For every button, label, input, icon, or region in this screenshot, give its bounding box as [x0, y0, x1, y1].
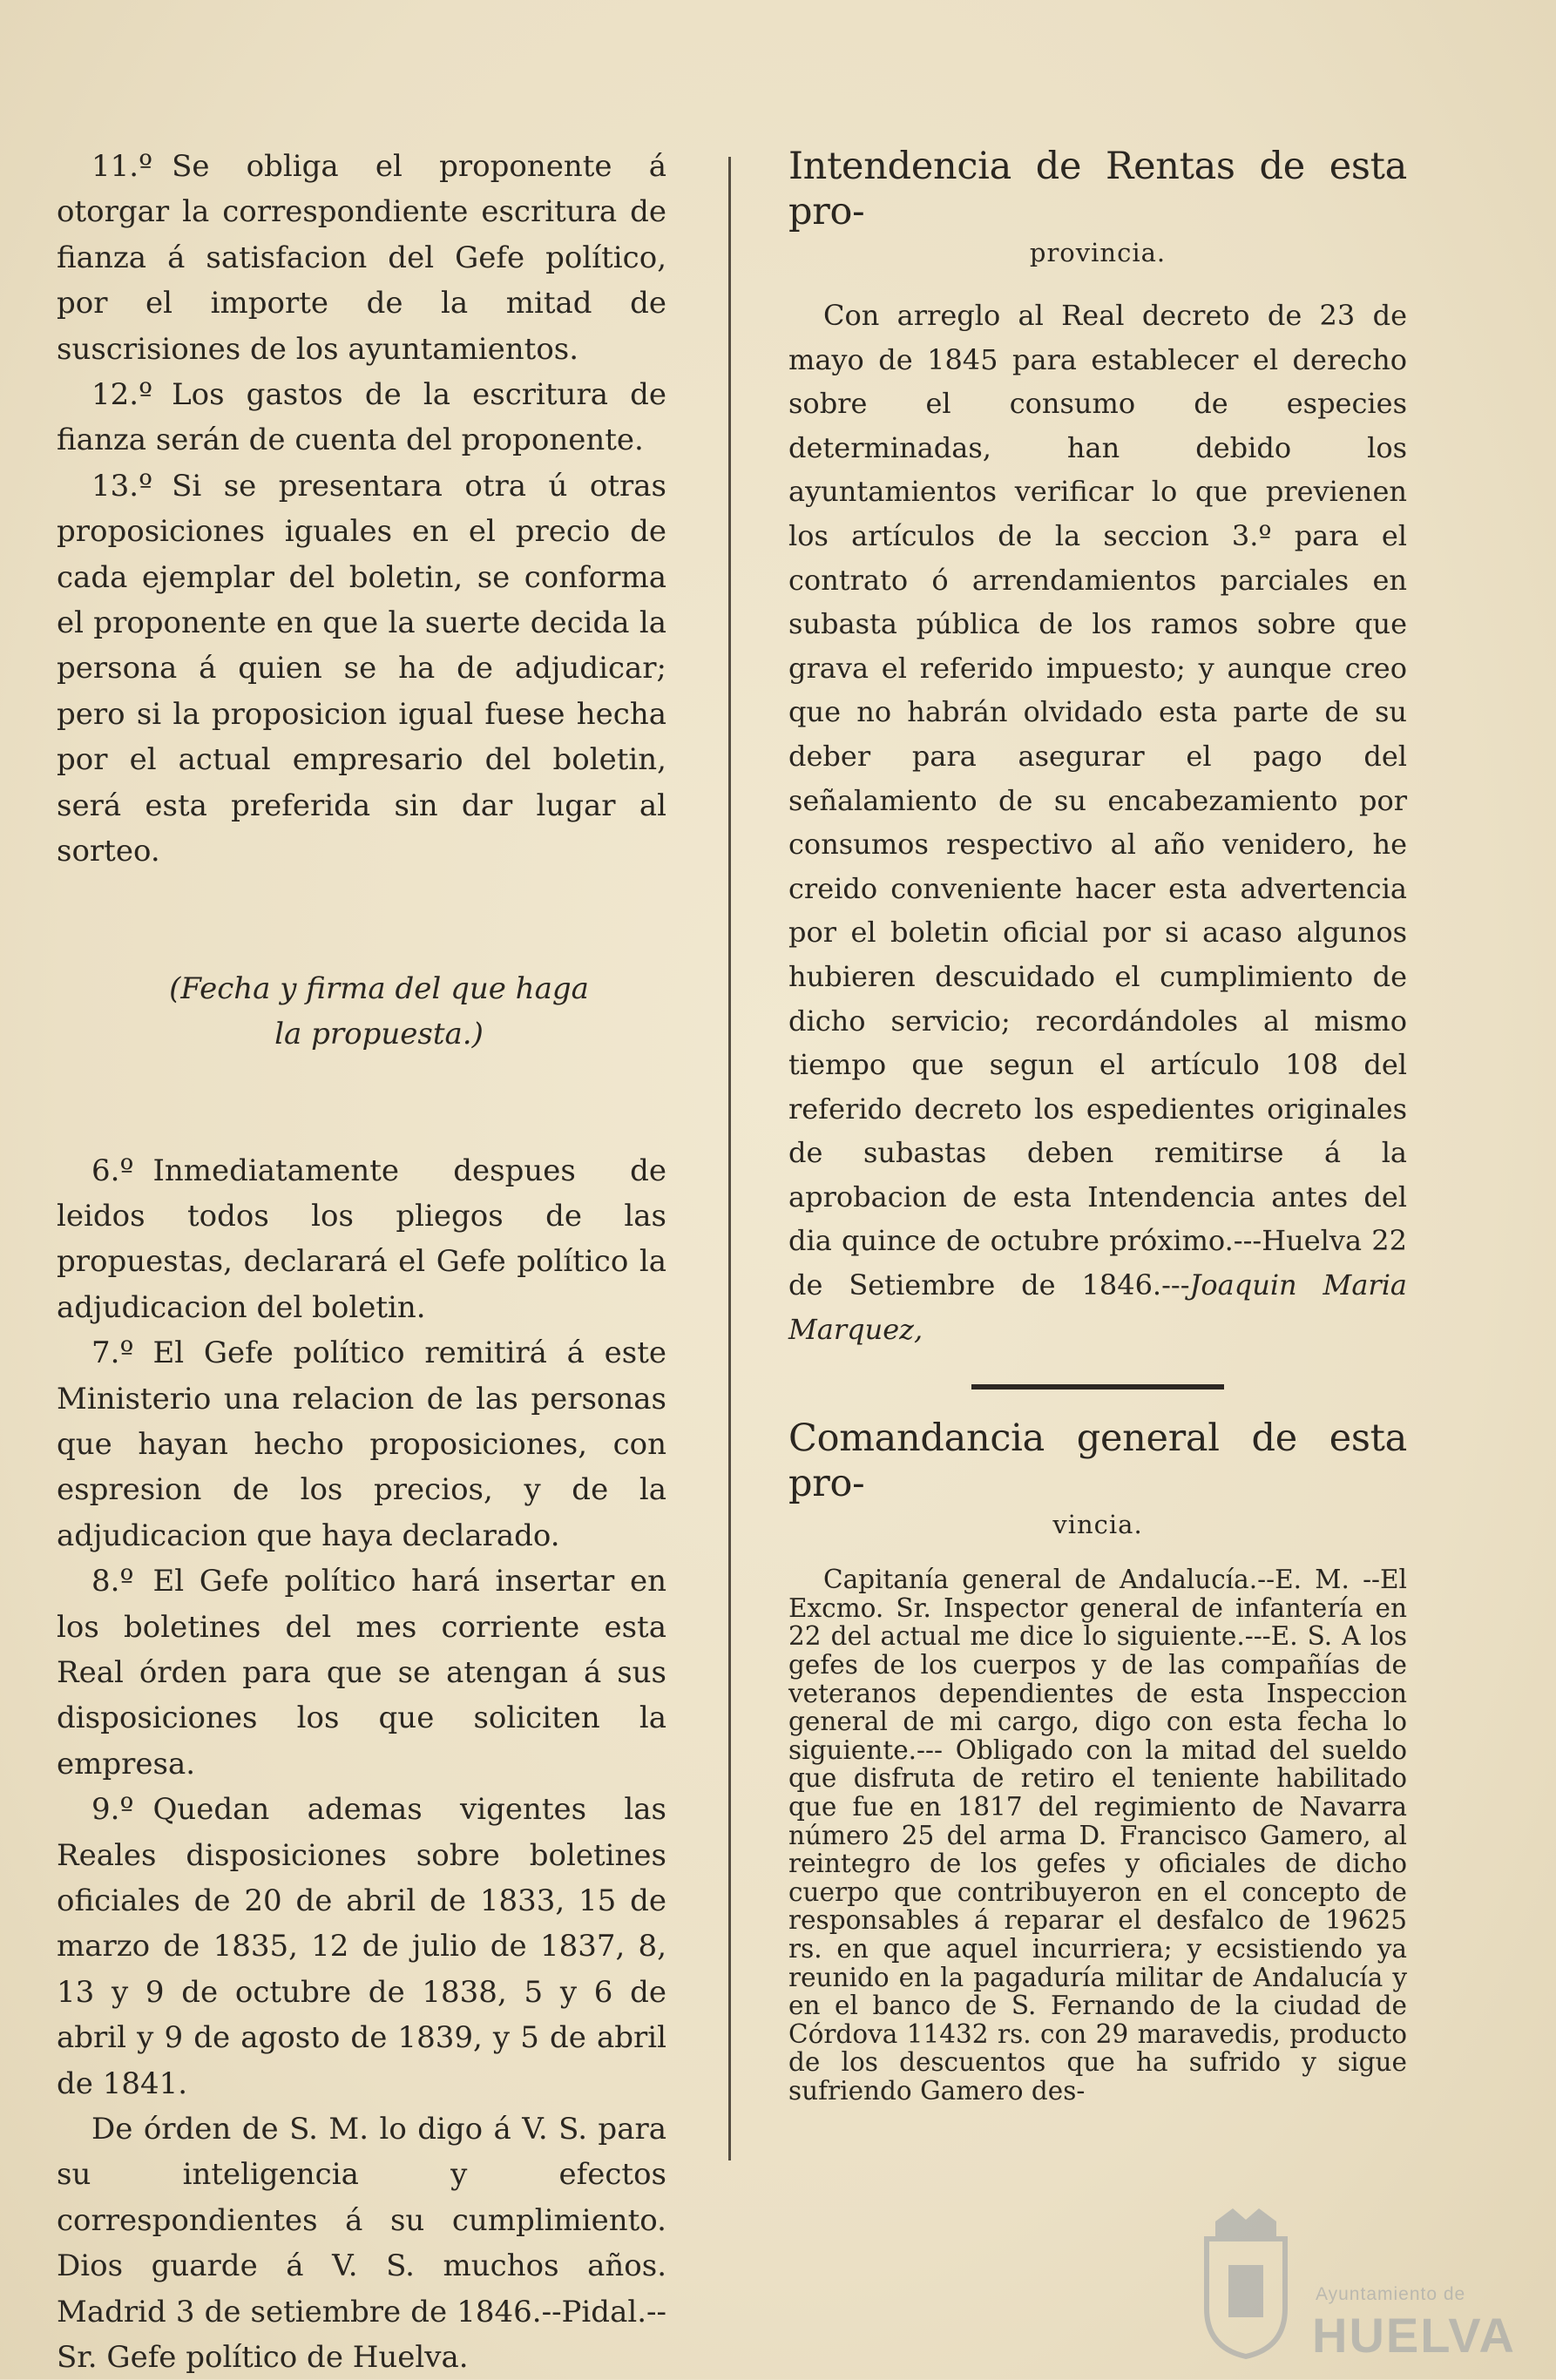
coat-of-arms-icon	[1194, 2204, 1298, 2361]
article-number: 11.º	[91, 149, 153, 184]
article-7	[57, 1330, 666, 1558]
article-text: Si se presentara otra ú otras proposiciones iguales en el precio de cada ejemplar del boletin, se conforma el proponente en que la suerte decida la persona á quien se ha de adjudicar; pero si la proposicion igual fuese hecha por el actual empresario del boletin, será esta preferida sin dar lugar al sorteo.	[57, 468, 666, 869]
signature-line-1: (Fecha y firma del que haga	[169, 970, 589, 1006]
article-text: Los gastos de la escritura de fianza serán de cuenta del proponente.	[57, 377, 666, 458]
section-heading-comandancia: Comandancia general de esta pro-	[788, 1417, 1407, 1506]
closing-paragraph: De órden de S. M. lo digo á V. S. para su inteligencia y efectos correspondientes á su cumplimiento. Dios guarde á V. S. muchos años. Madrid 3 de setiembre de 1846.--Pidal.-- Sr. Gefe político de Huelva.	[57, 2112, 666, 2376]
watermark-small-text: Ayuntamiento de	[1316, 2284, 1466, 2304]
section-separator	[971, 1384, 1224, 1389]
article-number: 7.º	[91, 1335, 134, 1371]
article-number: 6.º	[91, 1153, 134, 1188]
signature-line-2: la propuesta.)	[274, 1016, 484, 1051]
article-text: Se obliga el proponente á otorgar la correspondiente escritura de fianza á satisfacion del Gefe político, por el importe de la mitad de suscrisiones de los ayuntamientos.	[57, 149, 666, 367]
archive-watermark	[1194, 2204, 1516, 2370]
column-divider	[728, 157, 731, 2160]
section-heading-continuation: provincia.	[1029, 238, 1167, 267]
article-text: Inmediatamente despues de leidos todos los pliegos de las propuestas, declarará el Gefe político la adjudicacion del boletin.	[57, 1153, 666, 1325]
notice-paragraph: Capitanía general de Andalucía.--E. M. --El Excmo. Sr. Inspector general de infantería en 22 del actual me dice lo siguiente.---E. S. A los gefes de los cuerpos y de las compañías de veteranos dependientes de esta Inspeccion general de mi cargo, digo con esta fecha lo siguiente.--- Obligado con la mitad del sueldo que disfruta de retiro el teniente habilitado que fue en 1817 del regimiento de Navarra número 25 del arma D. Francisco Gamero, al reintegro de los gefes y oficiales de dicho cuerpo que contribuyeron en el concepto de responsables á reparar el desfalco de 19625 rs. en que aquel incurriera; y ecsistiendo ya reunido en la pagaduría militar de Andalucía y en el banco de S. Fernando de la ciudad de Córdova 11432 rs. con 29 maravedis, producto de los descuentos que ha sufrido y sigue sufriendo Gamero des-	[788, 1565, 1407, 2106]
watermark-big-text: HUELVA	[1312, 2308, 1516, 2363]
article-12	[57, 372, 666, 463]
notice-paragraph	[788, 294, 1407, 1351]
article-9	[57, 1787, 666, 2106]
article-text: El Gefe político remitirá á este Ministerio una relacion de las personas que hayan hecho proposiciones, con espresion de los precios, y de la adjudicacion que haya declarado.	[57, 1335, 666, 1553]
article-number: 12.º	[91, 377, 153, 413]
right-column	[788, 144, 1407, 2106]
article-number: 13.º	[91, 468, 153, 504]
notice-signature: Joaquin Maria Marquez,	[788, 1268, 1408, 1346]
article-13	[57, 463, 666, 875]
article-8	[57, 1558, 666, 1787]
notice-text: Con arreglo al Real decreto de 23 de mayo de 1845 para establecer el derecho sobre el consumo de especies determinadas, han debido los ayuntamientos verificar lo que previenen los artículos de la seccion 3.º para el contrato ó arrendamientos parciales en subasta pública de los ramos sobre que grava el referido impuesto; y aunque creo que no habrán olvidado esta parte de su deber para asegurar el pago del señalamiento de su encabezamiento por consumos respectivo al año venidero, he creido conveniente hacer esta advertencia por el boletin oficial por si acaso algunos hubieren descuidado el cumplimiento de dicho servicio; recordándoles al mismo tiempo que segun el artículo 108 del referido decreto los espedientes originales de subastas deben remitirse á la aprobacion de esta Intendencia antes del dia quince de octubre próximo.---Huelva 22 de Setiembre de 1846.---	[788, 299, 1407, 1302]
article-6	[57, 1148, 666, 1331]
article-number: 9.º	[91, 1792, 134, 1828]
article-number: 8.º	[91, 1564, 134, 1599]
intendencia-notice	[788, 294, 1407, 1351]
article-text: Quedan ademas vigentes las Reales disposiciones sobre boletines oficiales de 20 de abril de 1833, 15 de marzo de 1835, 12 de julio de 1837, 8, 13 y 9 de octubre de 1838, 5 y 6 de abril y 9 de agosto de 1839, y 5 de abril de 1841.	[57, 1792, 666, 2101]
signature-placeholder	[91, 966, 666, 1057]
section-heading-intendencia: Intendencia de Rentas de esta pro-	[788, 145, 1407, 233]
comandancia-notice	[788, 1565, 1407, 2105]
article-text: El Gefe político hará insertar en los boletines del mes corriente esta Real órden para que se atengan á sus disposiciones los que soliciten la empresa.	[57, 1564, 666, 1782]
article-11	[57, 144, 666, 372]
left-column	[57, 144, 666, 2380]
section-heading-continuation: vincia.	[1052, 1510, 1143, 1540]
